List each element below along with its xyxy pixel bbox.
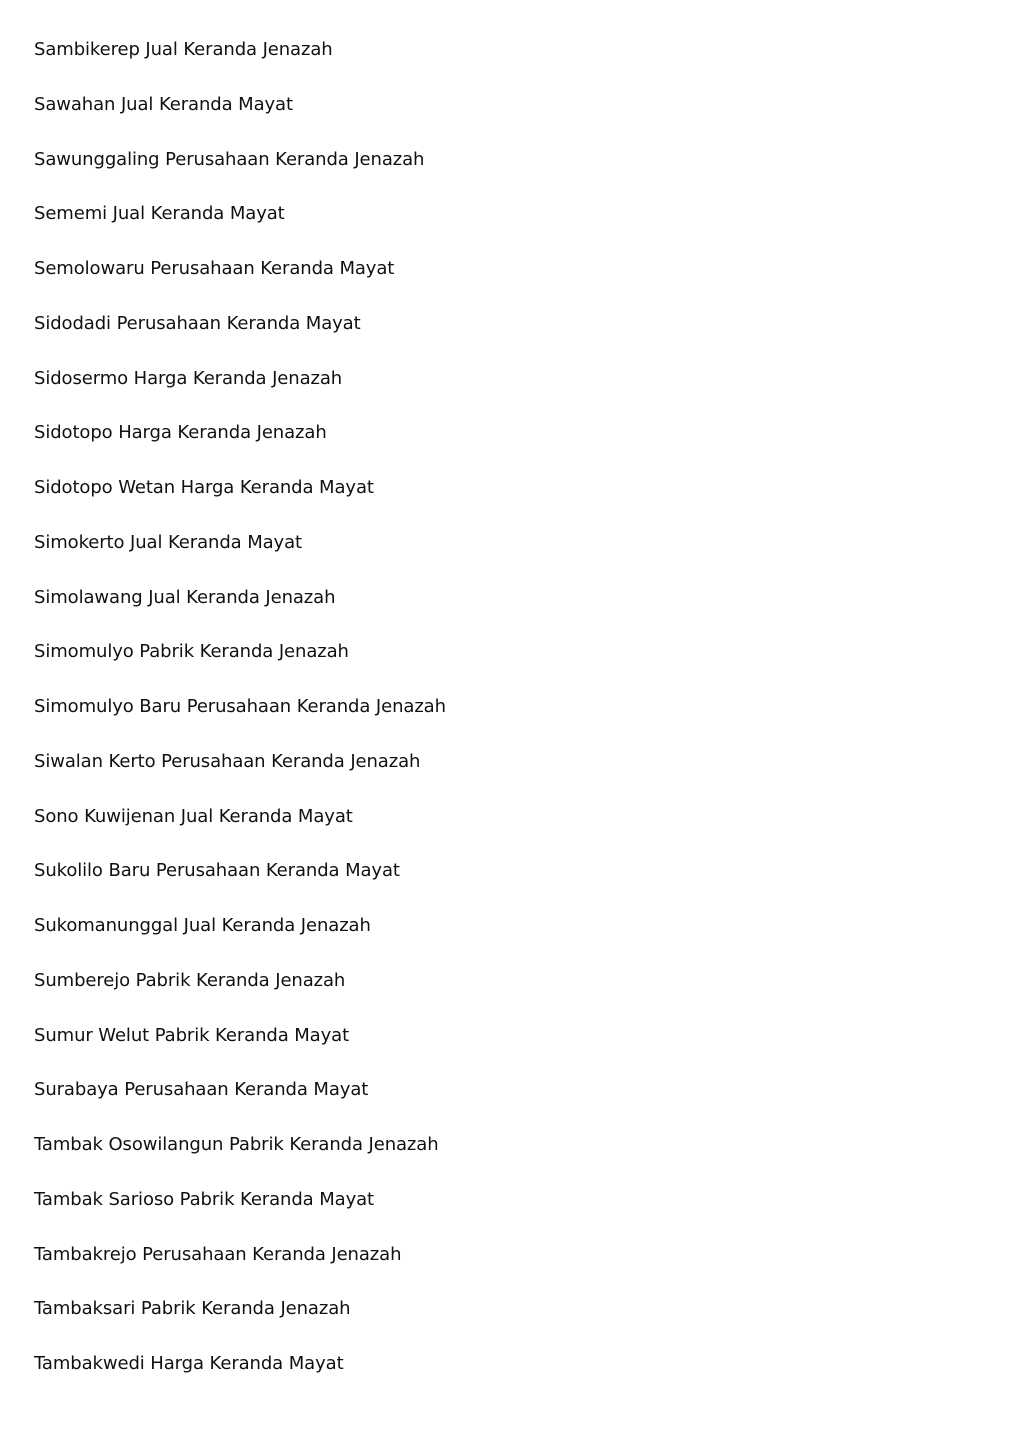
list-item: Simomulyo Baru Perusahaan Keranda Jenazah — [34, 696, 446, 717]
list-item: Sumberejo Pabrik Keranda Jenazah — [34, 969, 346, 991]
list-item: Sidosermo Harga Keranda Jenazah — [34, 367, 343, 389]
list-item: Sono Kuwijenan Jual Keranda Mayat — [34, 805, 353, 827]
list-item: Sukomanunggal Jual Keranda Jenazah — [34, 915, 371, 936]
list-item: Simokerto Jual Keranda Mayat — [34, 531, 302, 553]
list-item: Sawunggaling Perusahaan Keranda Jenazah — [34, 148, 425, 170]
location-list — [34, 36, 994, 1405]
list-item: Sawahan Jual Keranda Mayat — [34, 93, 293, 115]
list-item: Sidotopo Wetan Harga Keranda Mayat — [34, 477, 374, 498]
list-item: Tambakwedi Harga Keranda Mayat — [34, 1353, 344, 1374]
list-item: Tambaksari Pabrik Keranda Jenazah — [34, 1298, 351, 1320]
list-item: Tambak Sarioso Pabrik Keranda Mayat — [34, 1188, 375, 1210]
list-item: Sambikerep Jual Keranda Jenazah — [34, 39, 333, 60]
list-item: Sememi Jual Keranda Mayat — [34, 203, 285, 225]
list-item: Sumur Welut Pabrik Keranda Mayat — [34, 1024, 350, 1046]
list-item: Sukolilo Baru Perusahaan Keranda Mayat — [34, 860, 400, 882]
list-item: Surabaya Perusahaan Keranda Mayat — [34, 1079, 369, 1101]
list-item: Semolowaru Perusahaan Keranda Mayat — [34, 258, 395, 279]
list-item: Sidodadi Perusahaan Keranda Mayat — [34, 312, 361, 334]
list-item: Simomulyo Pabrik Keranda Jenazah — [34, 641, 349, 663]
list-item: Tambakrejo Perusahaan Keranda Jenazah — [34, 1243, 402, 1265]
list-item: Siwalan Kerto Perusahaan Keranda Jenazah — [34, 750, 421, 772]
list-item: Simolawang Jual Keranda Jenazah — [34, 586, 336, 608]
list-item: Tambak Osowilangun Pabrik Keranda Jenazah — [34, 1134, 439, 1155]
list-item: Sidotopo Harga Keranda Jenazah — [34, 422, 327, 444]
